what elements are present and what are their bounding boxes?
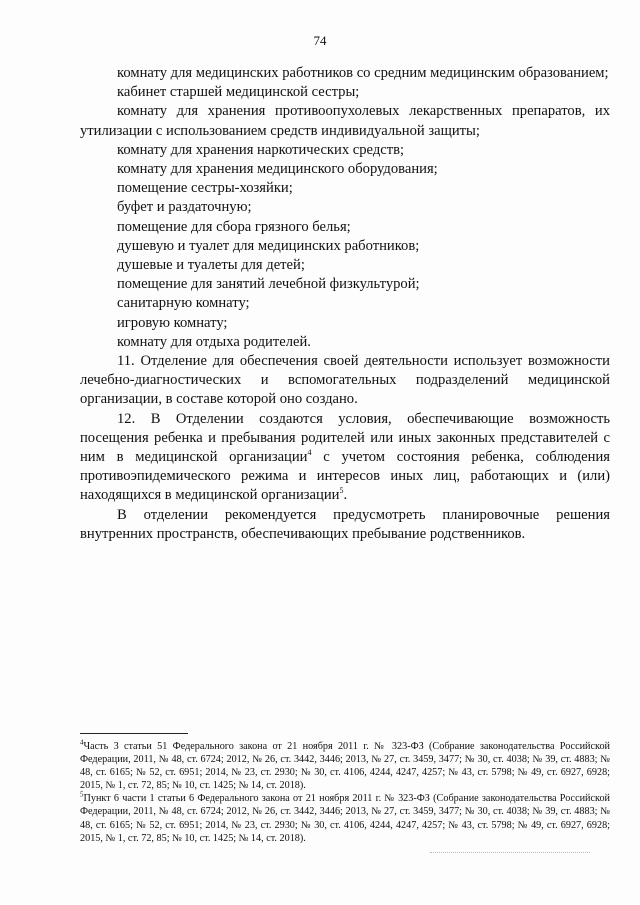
list-item: комнату для отдыха родителей. <box>117 333 311 350</box>
list-item: душевую и туалет для медицинских работников; <box>117 237 420 254</box>
footnote-number: 4 <box>80 738 84 747</box>
document-body <box>80 64 610 544</box>
list-item: комнату для хранения противоопухолевых лекарственных препаратов, их утилизации с использованием средств индивидуальной защиты; <box>80 103 610 139</box>
footnote-text: Пункт 6 части 1 статьи 6 Федерального закона от 21 ноября 2011 г. № 323-ФЗ (Собрание законодательства Российской Федерации, 2011, № 48, ст. 6724; 2012, № 26, ст. 3442, 3446; 2013, № 27, ст. 3459, 3477; № 30, ст. 4038; № 39, ст. 4883; № 48, ст. 6165; № 52, ст. 6951; 2014, № 23, ст. 2930; № 30, ст. 4106, 4244, 4247, 4257; № 43, ст. 5798; № 49, ст. 6927, 6928; 2015, № 1, ст. 72, 85; № 10, ст. 1425; № 14, ст. 2018). <box>80 793 610 844</box>
footnote-divider <box>80 733 188 734</box>
scan-artifact <box>430 852 590 853</box>
closing-paragraph: В отделении рекомендуется предусмотреть планировочные решения внутренних пространств, обеспечивающих пребывание родственников. <box>80 506 610 542</box>
list-item: буфет и раздаточную; <box>117 199 252 216</box>
list-item: комнату для медицинских работников со средним медицинским образованием; <box>117 65 609 81</box>
list-item: помещение для занятий лечебной физкультурой; <box>117 276 420 293</box>
paragraph-12-text: . <box>343 487 348 504</box>
list-item: игровую комнату; <box>117 314 228 331</box>
footnotes <box>80 733 610 845</box>
paragraph-11: 11. Отделение для обеспечения своей деятельности использует возможности лечебно-диагностических и вспомогательных подразделений медицинской организации, в составе которой оно создано. <box>80 353 610 408</box>
list-item: санитарную комнату; <box>117 295 250 312</box>
footnote-ref: 5 <box>339 486 344 496</box>
paragraph-12-text: с учетом состояния ребенка, соблюдения противоэпидемического режима и интересов иных лиц, работающих и (или) находящихся в медицинской организации <box>80 449 610 504</box>
paragraph-12-text: 12. В Отделении создаются условия, обеспечивающие возможность посещения ребенка и пребывания родителей или иных законных представителей с ним в медицинской организации <box>80 410 610 466</box>
list-item: душевые и туалеты для детей; <box>117 257 305 274</box>
list-item: помещение сестры-хозяйки; <box>117 180 293 197</box>
list-item: комнату для хранения медицинского оборудования; <box>117 161 438 178</box>
list-item: кабинет старшей медицинской сестры; <box>117 84 360 101</box>
footnote-text: Часть 3 статьи 51 Федерального закона от 21 ноября 2011 г. № 323-ФЗ (Собрание законодательства Российской Федерации, 2011, № 48, ст. 6724; 2012, № 26, ст. 3442, 3446; 2013, № 27, ст. 3459, 3477; № 30, ст. 4038; № 39, ст. 4883; № 48, ст. 6165; № 52, ст. 6951; 2014, № 23, ст. 2930; № 30, ст. 4106, 4244, 4247, 4257; № 43, ст. 5798; № 49, ст. 6927, 6928; 2015, № 1, ст. 72, 85; № 10, ст. 1425; № 14, ст. 2018). <box>80 741 610 792</box>
page-number: 74 <box>313 33 327 48</box>
list-item: комнату для хранения наркотических средств; <box>117 141 405 158</box>
footnote <box>80 740 610 792</box>
footnote <box>80 792 610 844</box>
paragraph-12 <box>80 410 610 506</box>
footnote-number: 5 <box>80 790 84 799</box>
list-item: помещение для сбора грязного белья; <box>117 218 351 235</box>
footnote-ref: 4 <box>307 448 312 458</box>
